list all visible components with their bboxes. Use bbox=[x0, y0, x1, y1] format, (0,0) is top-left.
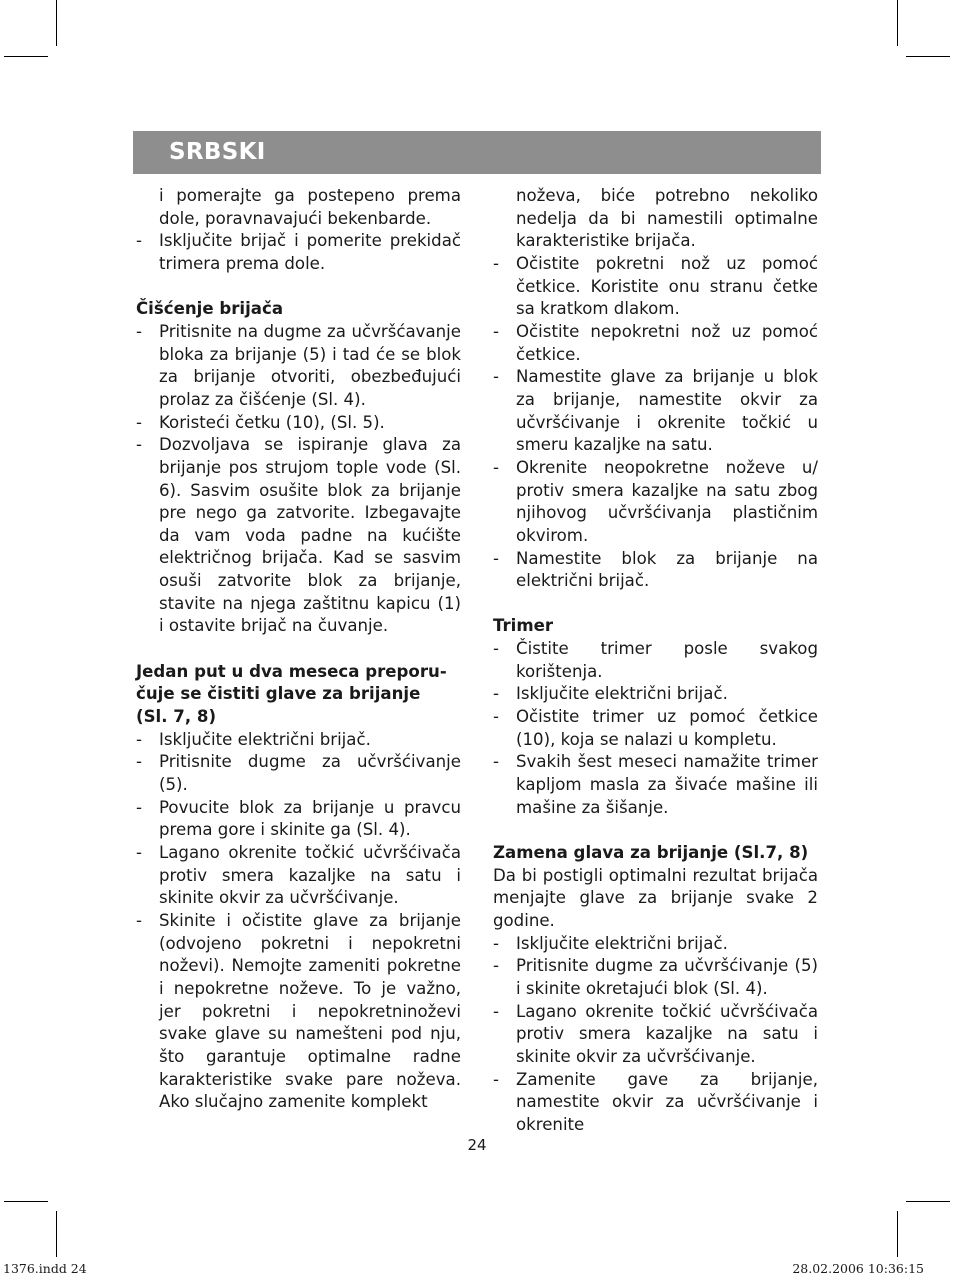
list-item-text: Namestite blok za brijanje na električni brijač. bbox=[516, 548, 818, 591]
list-item bbox=[493, 638, 818, 683]
list-item bbox=[493, 955, 818, 1000]
crop-mark bbox=[4, 56, 48, 57]
bullet-dash: - bbox=[493, 684, 499, 704]
bullet-dash: - bbox=[136, 321, 142, 341]
list-item bbox=[493, 1069, 818, 1137]
list-item bbox=[136, 321, 461, 412]
list-item-text: Pritisnite na dugme za učvršćavanje bloka za brijanje (5) i tad će se blok za brijanje otvoriti, obezbeđujući prolaz za čišćenje (Sl. 4). bbox=[159, 321, 461, 409]
list-item-text: Isključite električni brijač. bbox=[516, 933, 728, 953]
bullet-dash: - bbox=[493, 1069, 499, 1089]
list-item bbox=[136, 434, 461, 638]
list-item-text: Lagano okrenite točkić učvršćivača protiv smera kazaljke na satu i skinite okvir za učvršćivanje. bbox=[159, 843, 461, 908]
section-heading-replacement: Zamena glava za brijanje (Sl.7, 8) bbox=[493, 843, 809, 862]
right-column bbox=[493, 185, 818, 1137]
bullet-dash: - bbox=[136, 797, 142, 817]
list-item-text: Namestite glave za brijanje u blok za brijanje, namestite okvir za učvršćivanje i okrenite točkić u smeru kazaljke na satu. bbox=[516, 367, 818, 455]
language-header-bar bbox=[133, 131, 821, 174]
continuation-text: noževa, biće potrebno nekoliko nedelja da bi namestili optimalne karakteristike brijača. bbox=[516, 186, 818, 251]
list-item bbox=[493, 683, 818, 706]
list-item-text: Koristeći četku (10), (Sl. 5). bbox=[159, 412, 385, 432]
footer-date-info: 28.02.2006 10:36:15 bbox=[792, 1261, 924, 1276]
list-item bbox=[136, 842, 461, 910]
list-item bbox=[493, 457, 818, 548]
list-item bbox=[493, 933, 818, 956]
crop-mark bbox=[4, 1201, 48, 1202]
bullet-dash: - bbox=[493, 321, 499, 341]
bullet-dash: - bbox=[493, 707, 499, 727]
list-item-text: Povucite blok za brijanje u pravcu prema gore i skinite ga (Sl. 4). bbox=[159, 797, 461, 840]
list-item-text: Skinite i očistite glave za brijanje (odvojeno pokretni i nepokretni noževi). Nemojte zameniti pokretne i nepokretne noževe. To je važno, jer pokretni i nepokretninoževi svake glave su namešteni pod nju, što garantuje optimalne radne karakteristike svake pare noževa. Ako slučajno zamenite komplekt bbox=[159, 910, 461, 1112]
heading-line: Jedan put u dva meseca preporu- bbox=[136, 661, 447, 681]
list-item-text: Zamenite gave za brijanje, namestite okvir za učvršćivanje i okrenite bbox=[516, 1069, 818, 1134]
list-item bbox=[493, 751, 818, 819]
list-item-text: Čistite trimer posle svakog korištenja. bbox=[516, 639, 818, 681]
bullet-dash: - bbox=[493, 639, 499, 659]
list-item-text: Svakih šest meseci namažite trimer kapljom masla za šivaće mašine ili mašine za šišanje. bbox=[516, 752, 818, 817]
crop-mark bbox=[56, 1211, 57, 1257]
list-item bbox=[493, 366, 818, 457]
bullet-dash: - bbox=[493, 956, 499, 976]
list-item bbox=[493, 1001, 818, 1069]
list-item bbox=[493, 321, 818, 366]
list-item bbox=[136, 910, 461, 1114]
crop-mark bbox=[897, 1211, 898, 1257]
section-heading-bimonthly bbox=[136, 661, 461, 729]
page-number: 24 bbox=[467, 1136, 487, 1154]
crop-mark bbox=[906, 56, 950, 57]
footer-file-info: 1376.indd 24 bbox=[3, 1261, 87, 1276]
heading-line: (Sl. 7, 8) bbox=[136, 707, 217, 727]
list-item bbox=[136, 230, 461, 275]
bullet-dash: - bbox=[136, 752, 142, 772]
list-item bbox=[493, 706, 818, 751]
language-title: SRBSKI bbox=[169, 139, 266, 165]
list-item-text: Okrenite neopokretne noževe u/ protiv smera kazaljke na satu zbog njihovog učvršćivanja plastičnim okvirom. bbox=[516, 457, 818, 545]
list-item bbox=[136, 797, 461, 842]
list-item-text: Pritisnite dugme za učvršćivanje (5). bbox=[159, 752, 461, 795]
bullet-dash: - bbox=[493, 752, 499, 772]
heading-line: čuje se čistiti glave za brijanje bbox=[136, 684, 421, 704]
list-item-text: Pritisnite dugme za učvršćivanje (5) i skinite okretajući blok (Sl. 4). bbox=[516, 956, 818, 998]
bullet-dash: - bbox=[136, 729, 142, 749]
list-item-text: Dozvoljava se ispiranje glava za brijanje pos strujom tople vode (Sl. 6). Sasvim osušite blok za brijanje pre nego ga zatvorite. Izbegavajte da vam voda padne na kućište električnog brijača. Kad se sasvim osuši zatvorite blok za brijanje, stavite na njega zaštitnu kapicu (1) i ostavite brijač na čuvanje. bbox=[159, 435, 461, 636]
list-item-text: Očistite trimer uz pomoć četkice (10), koja se nalazi u kompletu. bbox=[516, 707, 818, 749]
bullet-dash: - bbox=[136, 843, 142, 862]
bullet-dash: - bbox=[493, 1001, 499, 1021]
list-item-text: Isključite brijač i pomerite prekidač trimera prema dole. bbox=[159, 231, 461, 273]
bullet-dash: - bbox=[136, 412, 142, 432]
bullet-dash: - bbox=[136, 231, 142, 251]
list-item-text: Očistite nepokretni nož uz pomoć četkice. bbox=[516, 321, 818, 364]
bullet-dash: - bbox=[493, 457, 499, 477]
list-item-text: Isključite električni brijač. bbox=[159, 729, 371, 749]
bullet-dash: - bbox=[493, 367, 499, 387]
bullet-dash: - bbox=[136, 910, 142, 930]
section-heading-trimmer: Trimer bbox=[493, 616, 554, 636]
list-item-text: Isključite električni brijač. bbox=[516, 684, 728, 704]
crop-mark bbox=[906, 1201, 950, 1202]
bullet-dash: - bbox=[493, 253, 499, 273]
list-item bbox=[136, 729, 461, 752]
list-item bbox=[136, 751, 461, 796]
bullet-dash: - bbox=[136, 435, 142, 455]
bullet-dash: - bbox=[493, 933, 499, 953]
intro-continuation: i pomerajte ga postepeno prema dole, poravnavajući bekenbarde. bbox=[159, 186, 461, 228]
bullet-dash: - bbox=[493, 548, 499, 568]
list-item-text: Očistite pokretni nož uz pomoć četkice. Koristite onu stranu četke sa kratkom dlakom. bbox=[516, 253, 818, 319]
replacement-intro: Da bi postigli optimalni rezultat brijača menjajte glave za brijanje svake 2 godine. bbox=[493, 865, 818, 930]
list-item bbox=[493, 253, 818, 321]
crop-mark bbox=[56, 0, 57, 46]
crop-mark bbox=[897, 0, 898, 46]
list-item bbox=[493, 548, 818, 593]
list-item-text: Lagano okrenite točkić učvršćivača protiv smera kazaljke na satu i skinite okvir za učvršćivanje. bbox=[516, 1001, 818, 1066]
left-column bbox=[136, 185, 461, 1114]
list-item bbox=[136, 412, 461, 435]
section-heading-cleaning: Čišćenje brijača bbox=[136, 299, 284, 319]
